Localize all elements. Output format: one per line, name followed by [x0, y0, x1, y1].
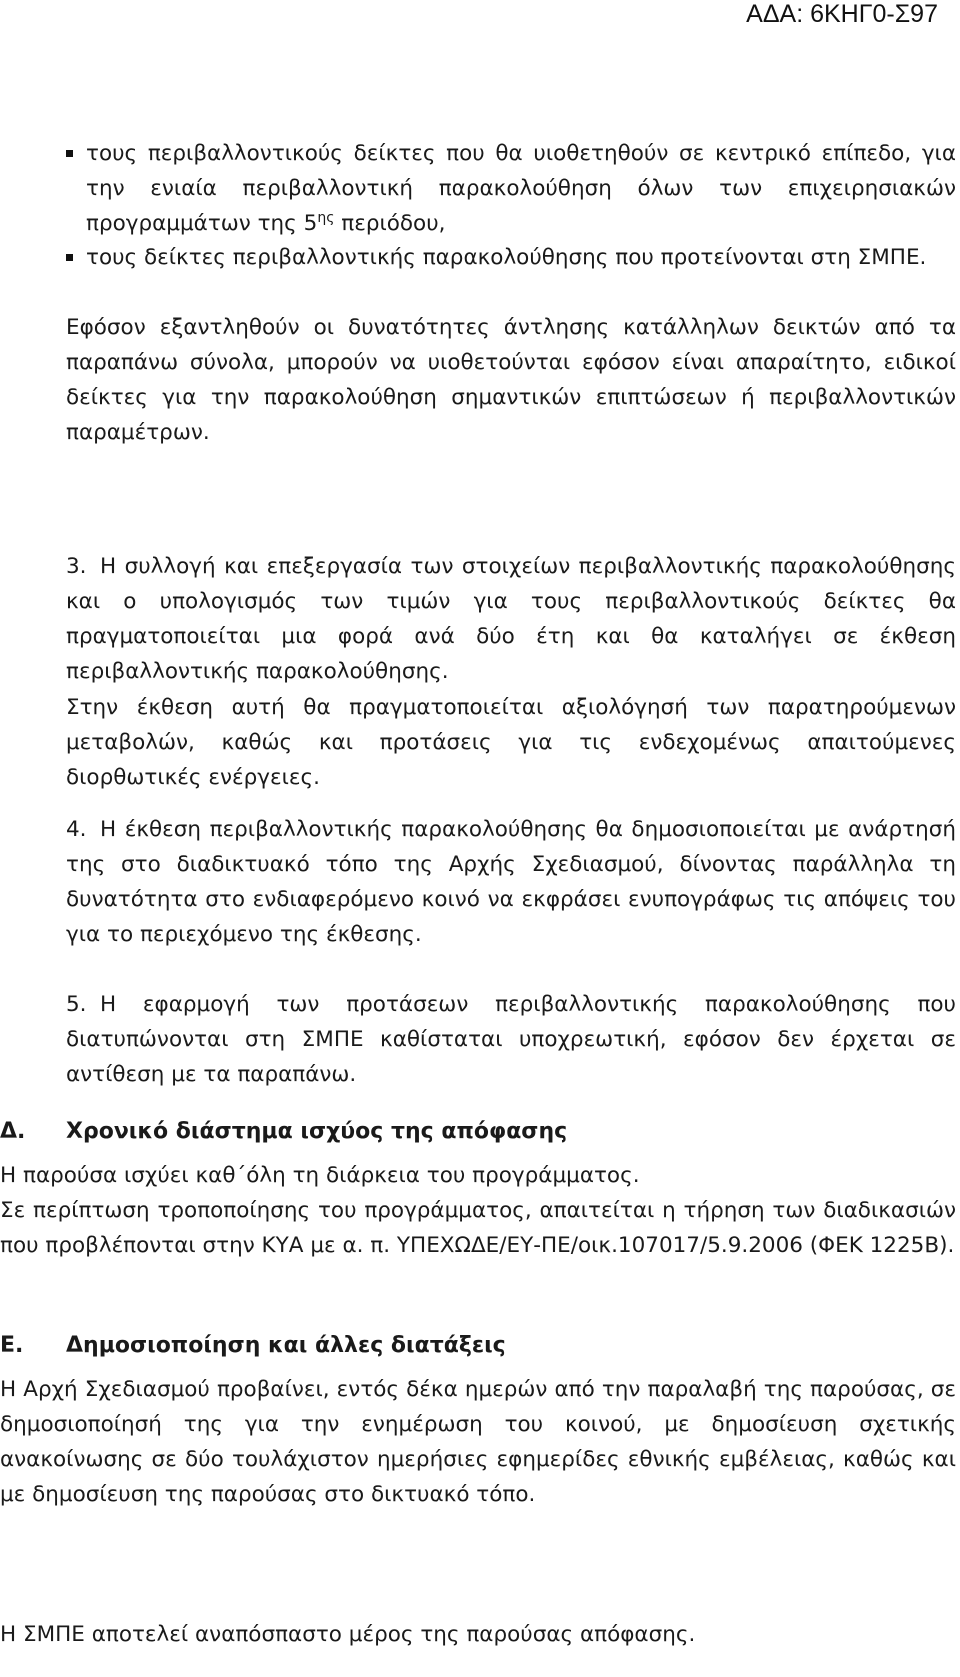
item-text-continued: Στην έκθεση αυτή θα πραγματοποιείται αξιολόγησή των παρατηρούμενων μεταβολών, καθώς και προτάσεις για τις ενδεχομένως απαιτούμενες διορθωτικές ενέργειες. [66, 695, 956, 790]
ada-code: ΑΔΑ: 6ΚΗΓ0-Σ97 [746, 0, 938, 28]
section-letter: Δ. [0, 1119, 26, 1144]
paragraph: Η Αρχή Σχεδιασμού προβαίνει, εντός δέκα ημερών από την παραλαβή της παρούσας, σε δημοσιοποίησή της για την ενημέρωση του κοινού, με δημοσίευση σχετικής ανακοίνωσης σε δύο τουλάχιστον ημερήσιες εφημερίδες εθνικής εμβέλειας, καθώς και με δημοσίευση της παρούσας στο δικτυακό τόπο. [0, 1377, 956, 1507]
bullet-text: τους περιβαλλοντικούς δείκτες που θα υιοθετηθούν σε κεντρικό επίπεδο, για την ενιαία περιβαλλοντική παρακολούθηση όλων των επιχειρησιακών προγραμμάτων της $5^{\eta\varsigma}$ περιόδου, [86, 141, 956, 236]
bullet-text: τους δείκτες περιβαλλοντικής παρακολούθησης που προτείνονται στη ΣΜΠΕ. [86, 245, 927, 270]
item-number: 4. [66, 817, 87, 842]
item-number: 3. [66, 554, 87, 579]
paragraph: Η παρούσα ισχύει καθ΄όλη τη διάρκεια του προγράμματος. [0, 1163, 640, 1188]
bullet-marker [66, 150, 73, 157]
bullet-marker [66, 254, 73, 261]
paragraph: Εφόσον εξαντληθούν οι δυνατότητες άντλησης κατάλληλων δεικτών από τα παραπάνω σύνολα, μπορούν να υιοθετούνται εφόσον είναι απαραίτητο, ειδικοί δείκτες για την παρακολούθηση σημαντικών επιπτώσεων ή περιβαλλοντικών παραμέτρων. [66, 315, 956, 445]
item-text: Η έκθεση περιβαλλοντικής παρακολούθησης θα δημοσιοποιείται με ανάρτησή της στο διαδικτυακό τόπο της Αρχής Σχεδιασμού, δίνοντας παράλληλα τη δυνατότητα στο ενδιαφερόμενο κοινό να εκφράσει ενυπογράφως τις απόψεις του για το περιεχόμενο της έκθεσης. [66, 817, 956, 947]
section-letter: Ε. [0, 1333, 24, 1358]
section-heading [0, 1114, 960, 1149]
section-title: Χρονικό διάστημα ισχύος της απόφασης [66, 1119, 568, 1144]
item-number: 5. [66, 992, 87, 1017]
paragraph: Σε περίπτωση τροποποίησης του προγράμματος, απαιτείται η τήρηση των διαδικασιών που προβλέπονται στην ΚΥΑ με α. π. ΥΠΕΧΩΔΕ/ΕΥ-ΠΕ/οικ.107017/5.9.2006 (ΦΕΚ 1225Β). [0, 1198, 956, 1258]
section-heading [0, 1328, 960, 1363]
item-text: Η εφαρμογή των προτάσεων περιβαλλοντικής παρακολούθησης που διατυπώνονται στη ΣΜΠΕ καθίσταται υποχρεωτική, εφόσον δεν έρχεται σε αντίθεση με τα παραπάνω. [66, 992, 956, 1087]
item-text: Η συλλογή και επεξεργασία των στοιχείων περιβαλλοντικής παρακολούθησης και ο υπολογισμός των τιμών για τους περιβαλλοντικούς δείκτες θα πραγματοποιείται μια φορά ανά δύο έτη και θα καταλήγει σε έκθεση περιβαλλοντικής παρακολούθησης. [66, 554, 956, 684]
paragraph: Η ΣΜΠΕ αποτελεί αναπόσπαστο μέρος της παρούσας απόφασης. [0, 1622, 696, 1647]
section-title: Δημοσιοποίηση και άλλες διατάξεις [66, 1333, 506, 1358]
